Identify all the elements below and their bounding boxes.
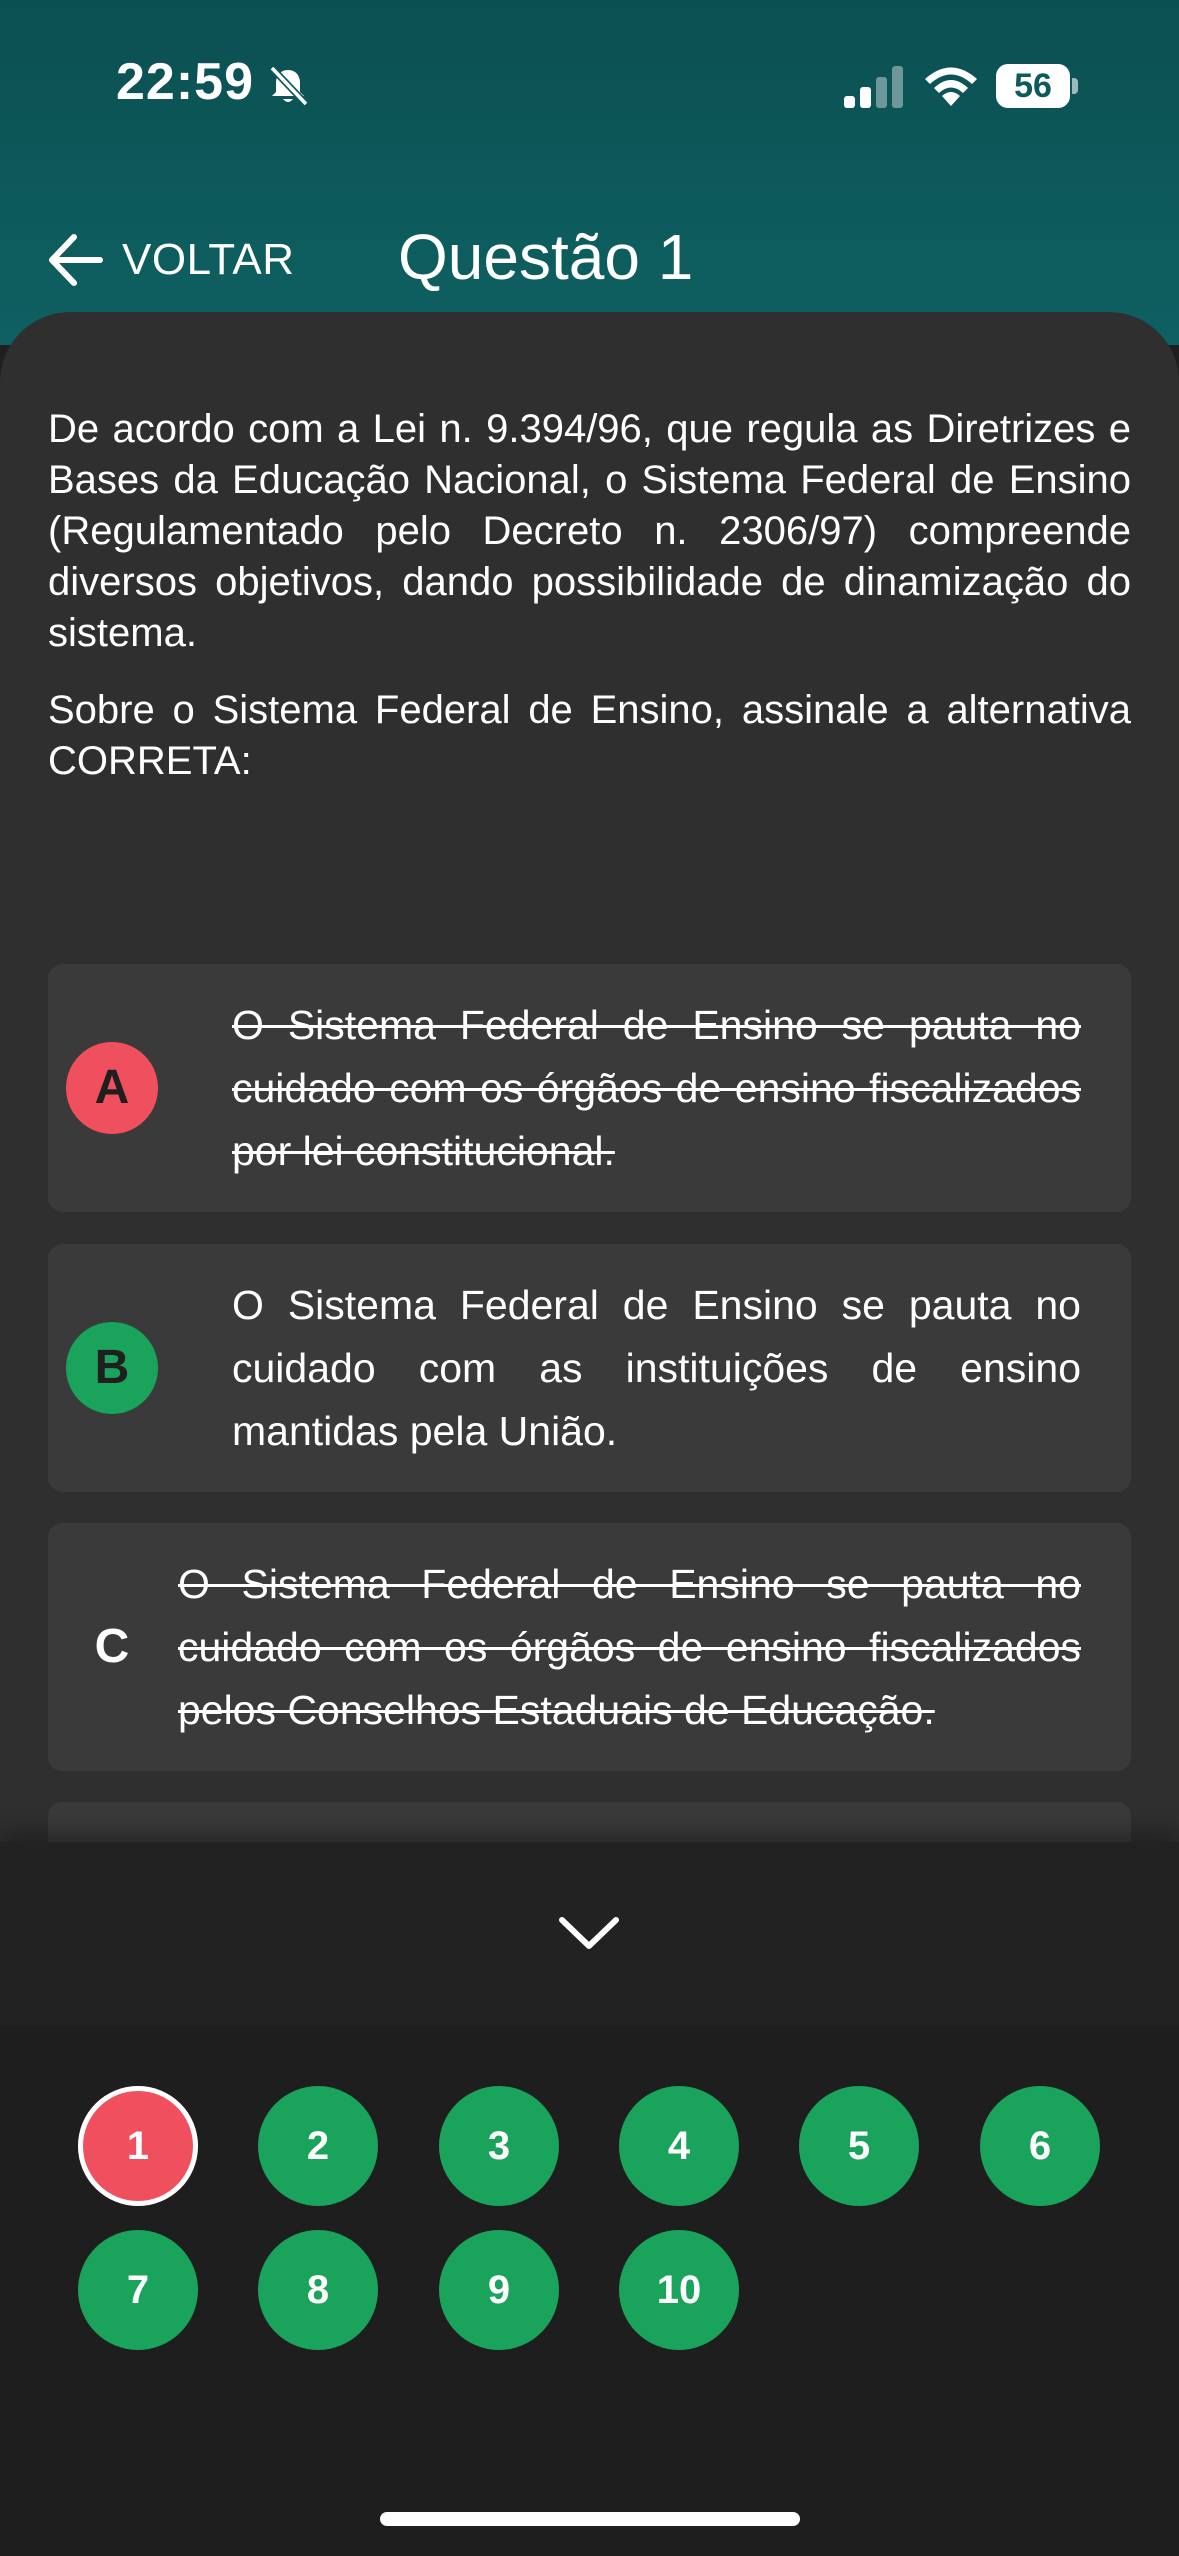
option-c[interactable] [48,1523,1131,1771]
back-button[interactable] [44,222,295,298]
question-number-8[interactable]: 8 [258,2230,378,2350]
question-number-1[interactable]: 1 [78,2086,198,2206]
page-title: Questão 1 [398,221,694,293]
collapse-bar[interactable] [0,1842,1179,2026]
question-number-9[interactable]: 9 [439,2230,559,2350]
battery-icon [996,64,1078,108]
home-indicator[interactable] [380,2512,800,2526]
question-text [48,404,1131,813]
question-number-3[interactable]: 3 [439,2086,559,2206]
question-number-2[interactable]: 2 [258,2086,378,2206]
chevron-down-icon[interactable] [556,1902,622,1962]
status-time: 22:59 [116,53,254,111]
question-number-7[interactable]: 7 [78,2230,198,2350]
option-c-letter: C [94,1620,130,1673]
option-c-text: O Sistema Federal de Ensino se pauta no cuidado com os órgãos de ensino fiscalizados pelos Conselhos Estaduais de Educação. [178,1561,1081,1733]
question-number-10[interactable]: 10 [619,2230,739,2350]
back-label: VOLTAR [122,235,295,284]
battery-level: 56 [1014,67,1052,105]
option-b[interactable] [48,1244,1131,1492]
question-card [0,312,1179,1852]
battery-tip [1072,78,1078,94]
option-a-text: O Sistema Federal de Ensino se pauta no cuidado com os órgãos de ensino fiscalizados por lei constitucional. [232,1002,1081,1174]
question-number-6[interactable]: 6 [980,2086,1100,2206]
question-number-5[interactable]: 5 [799,2086,919,2206]
battery-body [996,64,1070,108]
arrow-left-icon [44,229,106,291]
question-paragraph: De acordo com a Lei n. 9.394/96, que regula as Diretrizes e Bases da Educação Nacional, o Sistema Federal de Ensino (Regulamentado pelo Decreto n. 2306/97) compreende diversos objetivos, dando possibilidade de dinamização do sistema. [48,407,1131,655]
question-navigator [0,1842,1179,2556]
option-a[interactable] [48,964,1131,1212]
question-number-4[interactable]: 4 [619,2086,739,2206]
wifi-icon [922,62,980,108]
signal-icon [844,66,904,108]
question-prompt: Sobre o Sistema Federal de Ensino, assinale a alternativa CORRETA: [48,688,1131,783]
bell-slash-icon [266,64,310,108]
option-a-letter: A [66,1042,158,1134]
status-bar [0,0,1179,170]
option-b-text: O Sistema Federal de Ensino se pauta no cuidado com as instituições de ensino mantidas pela União. [232,1282,1081,1454]
option-b-letter: B [66,1322,158,1414]
